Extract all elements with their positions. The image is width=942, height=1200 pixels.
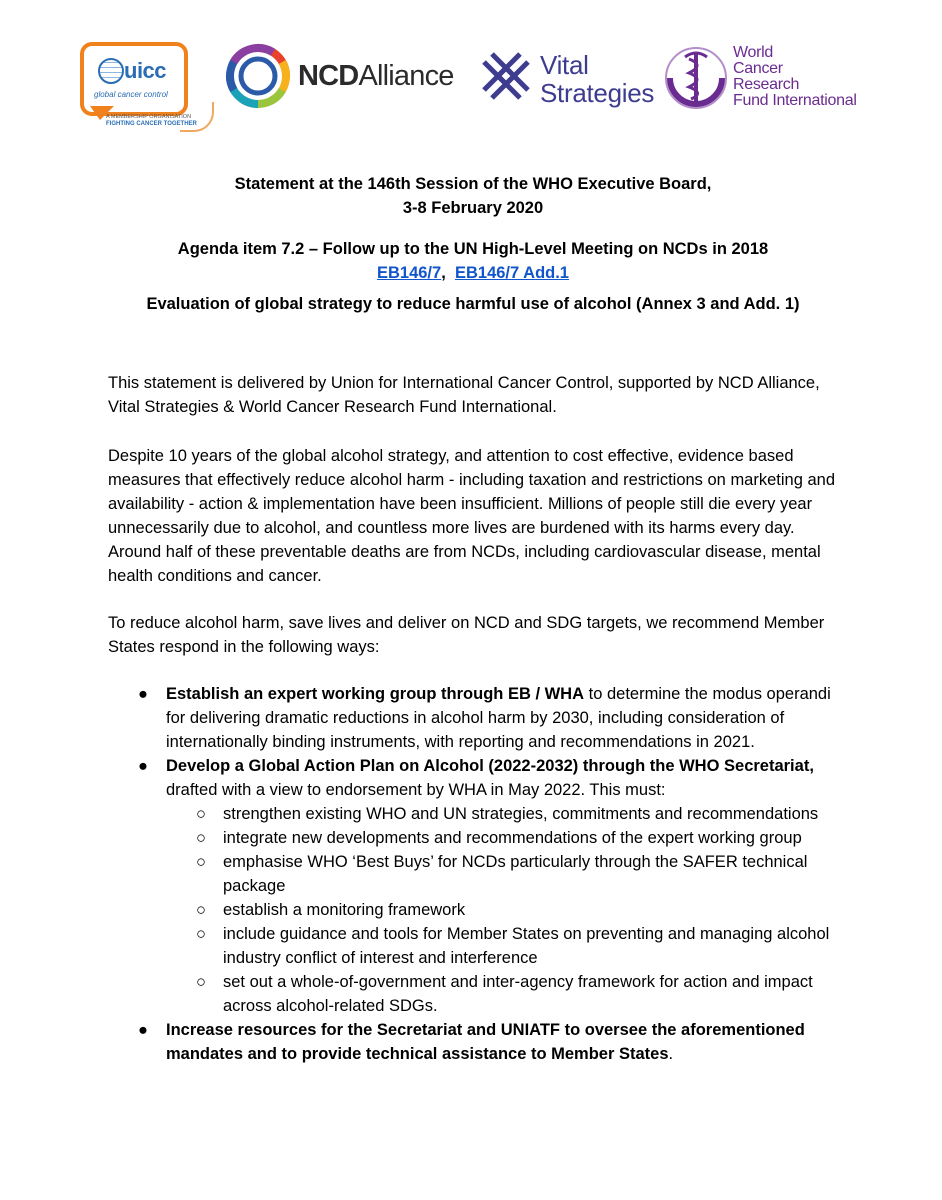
uicc-wordmark: uicc bbox=[124, 58, 167, 83]
recommendation-list bbox=[108, 682, 838, 1066]
circle-bullet-icon: ○ bbox=[196, 925, 206, 943]
list-item: ● Establish an expert working group through EB / WHA to determine the modus operandi for delivering dramatic reductions in alcohol harm by 2030, including consideration of internationally binding instruments, with reporting and recommendations in 2021. bbox=[108, 682, 838, 754]
uicc-subtitle: global cancer control bbox=[94, 90, 168, 99]
document-links: EB146/7, EB146/7 Add.1 bbox=[376, 264, 569, 282]
uicc-tagline-1: A MEMBERSHIP ORGANISATION bbox=[106, 114, 192, 120]
circle-bullet-icon: ○ bbox=[196, 973, 206, 991]
bullet-icon: ● bbox=[138, 757, 148, 775]
circle-bullet-icon: ○ bbox=[196, 853, 206, 871]
list-item: ○ include guidance and tools for Member States on preventing and managing alcohol industry conflict of interest and interference bbox=[166, 922, 838, 970]
bullet-icon: ● bbox=[138, 685, 148, 703]
vital-knot-icon bbox=[478, 48, 534, 104]
circle-bullet-icon: ○ bbox=[196, 901, 206, 919]
ncd-alliance-logo bbox=[224, 42, 464, 112]
circle-bullet-icon: ○ bbox=[196, 805, 206, 823]
list-item: ● Develop a Global Action Plan on Alcohol (2022-2032) through the WHO Secretariat, drafted with a view to endorsement by WHA in May 2022. This must: ○ strengthen existing WHO and UN strategies, commitments and recommendations ○ integrate new developments and recommendations of the expert working group ○ emphasise WHO ‘Best Buys’ for NCDs particularly through the SAFER technical package ○ establish a monitoring framework ○ include guidance and tools for Member States on preventing and managing alcohol industry conflict of interest and interference ○ set out a whole-of-government and inter-agency framework for action and impact across alcohol-related SDGs. bbox=[108, 754, 838, 1018]
logo-row bbox=[0, 0, 942, 140]
wcrf-logo bbox=[665, 45, 880, 113]
caduceus-icon bbox=[665, 45, 727, 111]
evaluation-title: Evaluation of global strategy to reduce harmful use of alcohol (Annex 3 and Add. 1) bbox=[146, 295, 800, 313]
bullet-icon: ● bbox=[138, 1021, 148, 1039]
list-item: ● Increase resources for the Secretariat and UNIATF to oversee the aforementioned mandates and to provide technical assistance to Member States. bbox=[108, 1018, 838, 1066]
ncd-ring-icon bbox=[224, 42, 292, 110]
uicc-tagline-2: FIGHTING CANCER TOGETHER bbox=[106, 121, 197, 127]
uicc-logo bbox=[80, 42, 215, 132]
list-item: ○ set out a whole-of-government and inter-agency framework for action and impact across alcohol-related SDGs. bbox=[166, 970, 838, 1018]
vital-wordmark: Vital Strategies bbox=[540, 50, 655, 108]
statement-title-line1: Statement at the 146th Session of the WHO Executive Board, bbox=[234, 175, 712, 193]
wcrf-wordmark: World Cancer Research Fund International bbox=[733, 44, 857, 109]
recommendation-intro: To reduce alcohol harm, save lives and deliver on NCD and SDG targets, we recommend Member States respond in the following ways: bbox=[108, 614, 825, 656]
ncd-wordmark: NCDAlliance bbox=[298, 60, 454, 92]
list-item: ○ integrate new developments and recommendations of the expert working group bbox=[166, 826, 838, 850]
link-eb146-7[interactable]: EB146/7 bbox=[376, 264, 442, 282]
context-paragraph: Despite 10 years of the global alcohol strategy, and attention to cost effective, evidence based measures that effectively reduce alcohol harm - including taxation and restrictions on marketing and availability - action & implementation have been insufficient. Millions of people still die every year unnecessarily due to alcohol, and countless more lives are burdened with its harms every day. Around half of these preventable deaths are from NCDs, including cardiovascular disease, mental health conditions and cancer. bbox=[108, 447, 835, 585]
list-item: ○ emphasise WHO ‘Best Buys’ for NCDs particularly through the SAFER technical package bbox=[166, 850, 838, 898]
statement-dates: 3-8 February 2020 bbox=[402, 199, 544, 217]
vital-strategies-logo bbox=[478, 48, 658, 108]
intro-paragraph: This statement is delivered by Union for International Cancer Control, supported by NCD Alliance, Vital Strategies & World Cancer Research Fund International. bbox=[108, 374, 820, 416]
list-item: ○ strengthen existing WHO and UN strategies, commitments and recommendations bbox=[166, 802, 838, 826]
link-eb146-7-add1[interactable]: EB146/7 Add.1 bbox=[454, 264, 569, 282]
statement-title bbox=[108, 172, 838, 220]
uicc-speech-bubble bbox=[80, 42, 188, 116]
agenda-item: Agenda item 7.2 – Follow up to the UN High-Level Meeting on NCDs in 2018 bbox=[177, 240, 769, 258]
circle-bullet-icon: ○ bbox=[196, 829, 206, 847]
globe-icon bbox=[98, 58, 124, 84]
action-plan-sublist bbox=[166, 802, 838, 1018]
list-item: ○ establish a monitoring framework bbox=[166, 898, 838, 922]
agenda-block bbox=[108, 237, 838, 285]
